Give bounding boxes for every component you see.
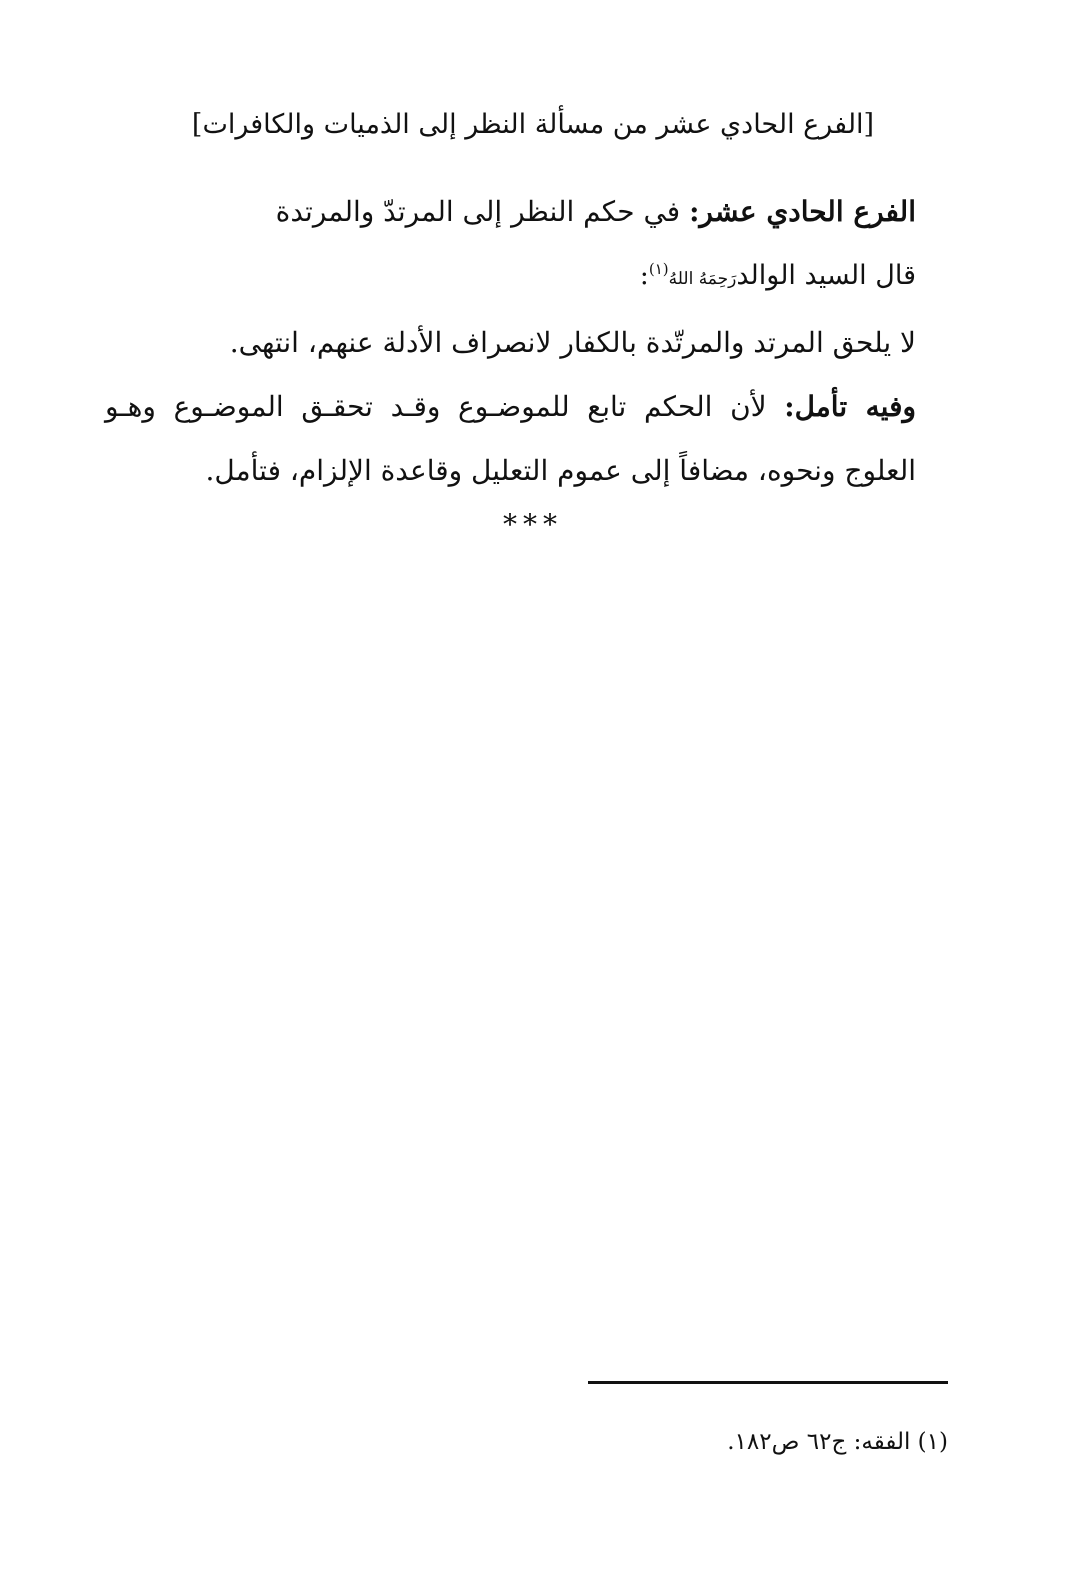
saying-line <box>105 244 916 311</box>
branch-heading-text: في حكم النظر إلى المرتدّ والمرتدة <box>275 195 690 228</box>
quote-paragraph: لا يلحق المرتد والمرتّدة بالكفار لانصراف الأدلة عنهم، انتهى. <box>229 326 916 359</box>
main-text <box>105 180 916 503</box>
comment-text: لأن الحكم تابع للموضـوع وقـد تحقـق الموضـوع وهـو العلوج ونحوه، مضافاً إلى عموم التعليل وقاعدة الإلزام، فتأمل. <box>105 390 916 487</box>
footnote-divider <box>588 1381 948 1384</box>
footnote: (١) الفقه: ج٦٢ ص١٨٢. <box>727 1429 948 1455</box>
honorific-ligature: رَحِمَهُ اللهُ <box>668 269 737 289</box>
saying-intro: قال السيد الوالد <box>736 260 916 291</box>
branch-heading-label: الفرع الحادي عشر: <box>689 195 916 228</box>
comment-label: وفيه تأمل: <box>784 390 916 423</box>
section-title: [الفرع الحادي عشر من مسألة النظر إلى الذميات والكافرات] <box>191 109 875 140</box>
branch-heading-paragraph <box>105 180 916 244</box>
section-separator: *** <box>503 508 563 541</box>
comment-paragraph <box>105 375 916 503</box>
footnote-reference: (١) <box>648 260 669 278</box>
saying-colon: : <box>639 260 649 291</box>
